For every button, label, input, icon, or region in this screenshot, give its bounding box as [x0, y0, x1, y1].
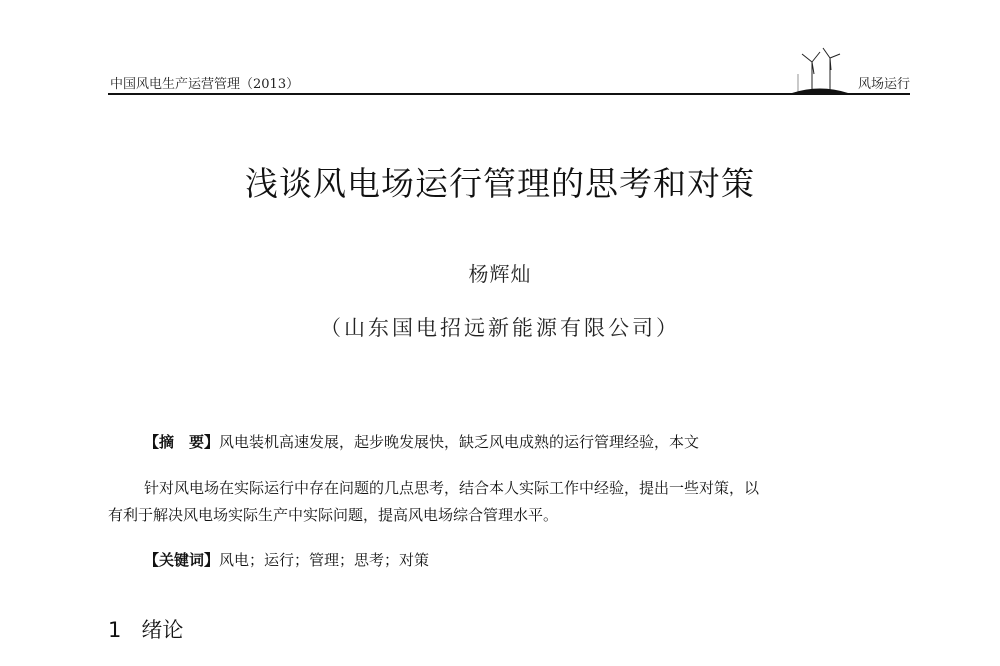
abstract-line-2: 针对风电场在实际运行中存在问题的几点思考，结合本人实际工作中经验，提出一些对策，以 — [144, 479, 760, 497]
abstract-line-3: 有利于解决风电场实际生产中实际问题，提高风电场综合管理水平。 — [108, 506, 559, 524]
affiliation: （山东国电招远新能源有限公司） — [320, 316, 680, 340]
abstract-line-1 — [144, 428, 699, 456]
header-rule — [108, 93, 910, 95]
keywords-text: 风电；运行；管理；思考；对策 — [219, 551, 430, 569]
section-heading — [108, 614, 183, 644]
section-title: 绪论 — [141, 618, 184, 642]
abstract-label: 【摘 要】 — [144, 433, 220, 451]
section-number: 1 — [108, 618, 122, 642]
section-header: 风场运行 — [857, 77, 910, 92]
paper-title: 浅谈风电场运行管理的思考和对策 — [245, 164, 755, 203]
wind-turbine-icon — [790, 44, 850, 94]
journal-header: 中国风电生产运营管理（2013） — [110, 77, 300, 92]
abstract-text-1: 风电装机高速发展，起步晚发展快，缺乏风电成熟的运行管理经验，本文 — [219, 433, 700, 451]
author: 杨辉灿 — [468, 262, 532, 286]
keywords — [144, 546, 429, 574]
keywords-label: 【关键词】 — [144, 551, 220, 569]
